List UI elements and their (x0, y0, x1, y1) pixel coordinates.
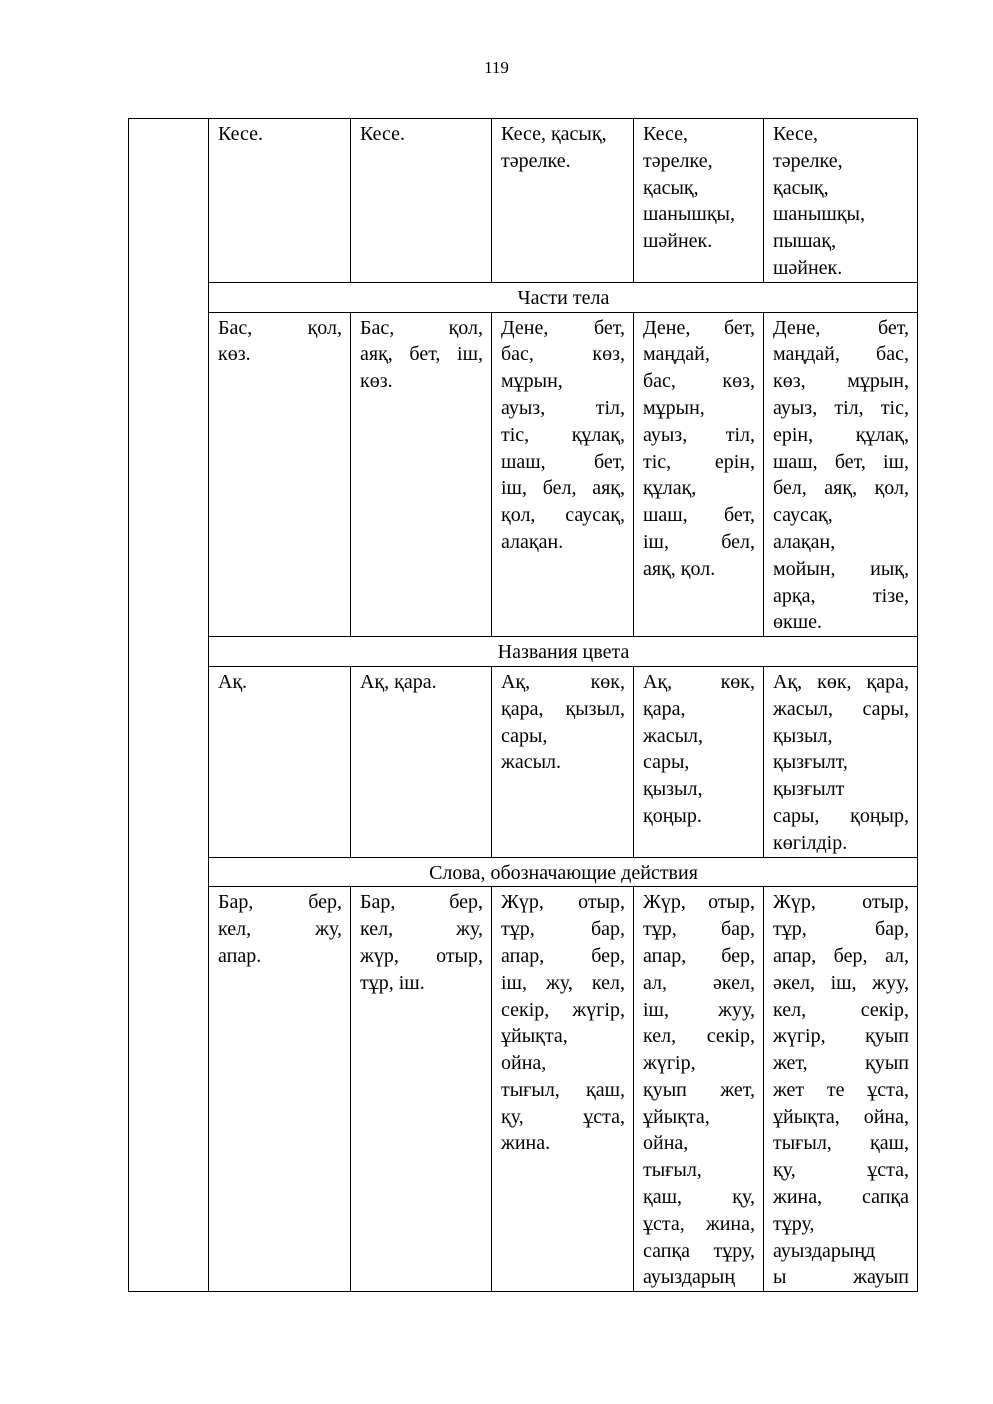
cell-line: сары, қоңыр, (773, 804, 909, 827)
cell-line: Дене, бет, (643, 316, 755, 339)
table-cell-level-1 (209, 887, 351, 1292)
table-cell-level-5 (764, 887, 918, 1292)
cell-line: ұйықта, ойна, (773, 1105, 909, 1128)
table-cell-level-4 (634, 887, 764, 1292)
cell-line: Дене, бет, (501, 316, 625, 339)
cell-line: Кесе, (773, 123, 818, 145)
table-cell-level-3 (492, 312, 634, 637)
cell-line: Жүр, отыр, (501, 891, 625, 914)
blank-left-column (129, 119, 209, 1292)
cell-line: кел, секір, (773, 998, 909, 1021)
cell-line: маңдай, (643, 343, 710, 366)
cell-line: ы жауып (773, 1266, 909, 1289)
cell-line: қу, ұста, (773, 1159, 909, 1182)
cell-line: қызыл, (643, 778, 703, 801)
table-cell-level-5 (764, 312, 918, 637)
cell-line: Кесе, (643, 123, 688, 145)
table-body (129, 119, 918, 1292)
cell-line: шаш, бет, (501, 450, 625, 473)
cell-line: жасыл, (643, 724, 703, 747)
table-row (129, 312, 918, 637)
cell-line: жасыл, сары, (773, 697, 909, 720)
cell-line: жет те ұста, (773, 1078, 909, 1101)
section-row (129, 857, 918, 887)
cell-line: апар, бер, (501, 944, 625, 967)
cell-line: пышақ, (773, 230, 837, 253)
cell-line: тәрелке, (773, 149, 843, 172)
table-row (129, 666, 918, 857)
cell-line: тұр, бар, (501, 918, 625, 941)
cell-line: мұрын, (643, 396, 705, 419)
table-cell-level-3 (492, 887, 634, 1292)
table-cell-level-1 (209, 119, 351, 283)
cell-line: тығыл, қаш, (773, 1132, 909, 1155)
cell-line: тұр, бар, (773, 918, 909, 941)
cell-line: қоңыр. (643, 804, 702, 827)
cell-line: іш, жуу, (643, 998, 755, 1021)
cell-line: шаш, бет, іш, (773, 450, 909, 473)
cell-line: бас, көз, (643, 370, 755, 393)
table-cell-level-4 (634, 119, 764, 283)
table-cell-level-2 (351, 887, 492, 1292)
cell-line: жет, қуып (773, 1052, 909, 1075)
cell-line: шанышқы, (643, 203, 735, 226)
cell-line: Ақ, қара. (360, 670, 437, 693)
cell-line: шанышқы, (773, 203, 865, 226)
cell-line: Кесе. (360, 123, 405, 145)
cell-line: ауыздарыңд (773, 1239, 876, 1262)
page-number: 119 (484, 58, 509, 77)
cell-line: ауыз, тіл, (501, 396, 625, 419)
cell-line: іш, бел, (643, 530, 755, 553)
cell-line: жасыл. (501, 751, 561, 774)
cell-line: Бар, бер, (360, 891, 483, 914)
cell-line: Ақ, көк, (643, 670, 755, 693)
cell-line: секір, жүгір, (501, 998, 625, 1021)
cell-line: қол, саусақ, (501, 504, 625, 527)
cell-line: Кесе. (218, 123, 263, 145)
cell-line: әкел, іш, жуу, (773, 971, 909, 994)
cell-line: Кесе, қасық, (501, 123, 607, 145)
cell-line: іш, бел, аяқ, (501, 477, 625, 500)
cell-line: Дене, бет, (773, 316, 909, 339)
cell-line: қызғылт, (773, 751, 848, 774)
cell-line: саусақ, (773, 504, 833, 527)
section-row (129, 637, 918, 667)
cell-line: қасық, (643, 176, 699, 199)
cell-line: Бас, қол, (360, 316, 483, 339)
cell-line: тіс, ерін, (643, 450, 755, 473)
cell-line: Ақ, көк, (501, 670, 625, 693)
table-cell-level-4 (634, 666, 764, 857)
cell-line: тәрелке, (643, 149, 713, 172)
cell-line: сары, (501, 724, 548, 747)
table-cell-level-3 (492, 666, 634, 857)
cell-line: мойын, иық, (773, 557, 909, 580)
cell-line: жина, сапқа (773, 1186, 909, 1209)
cell-line: алақан. (501, 530, 564, 553)
cell-line: шәйнек. (643, 230, 713, 253)
cell-line: Ақ. (218, 670, 248, 693)
cell-line: кел, жу, (218, 918, 342, 941)
section-heading: Слова, обозначающие действия (209, 857, 918, 887)
cell-line: ойна, (643, 1132, 689, 1155)
cell-line: ауыз, тіл, тіс, (773, 396, 909, 419)
cell-line: Бар, бер, (218, 891, 342, 914)
table-cell-level-5 (764, 119, 918, 283)
table-cell-level-2 (351, 312, 492, 637)
cell-line: тіс, құлақ, (501, 423, 625, 446)
table-row (129, 887, 918, 1292)
section-heading: Названия цвета (209, 637, 918, 667)
cell-line: қара, (643, 697, 686, 720)
table-cell-level-5 (764, 666, 918, 857)
cell-line: ұста, жина, (643, 1212, 755, 1235)
cell-line: жүгір, қуып (773, 1025, 909, 1048)
vocabulary-table (128, 118, 918, 1292)
cell-line: көз, мұрын, (773, 370, 909, 393)
table-row (129, 119, 918, 283)
cell-line: құлақ, (643, 477, 697, 500)
cell-line: аяқ, бет, іш, (360, 343, 483, 366)
cell-line: апар, бер, (643, 944, 755, 967)
cell-line: шаш, бет, (643, 504, 755, 527)
table-cell-level-2 (351, 119, 492, 283)
section-heading: Части тела (209, 282, 918, 312)
table-cell-level-1 (209, 666, 351, 857)
cell-line: тұр, бар, (643, 918, 755, 941)
cell-line: қара, қызыл, (501, 697, 625, 720)
cell-line: көгілдір. (773, 831, 848, 854)
cell-line: қызыл, (773, 724, 833, 747)
cell-line: шәйнек. (773, 256, 843, 279)
cell-line: көз. (218, 343, 251, 366)
cell-line: бас, көз, (501, 343, 625, 366)
cell-line: ауыздарың (643, 1266, 736, 1289)
cell-line: ойна, (501, 1052, 547, 1075)
cell-line: арқа, тізе, (773, 584, 909, 607)
cell-line: өкше. (773, 611, 822, 634)
cell-line: алақан, (773, 530, 836, 553)
cell-line: жүр, отыр, (360, 944, 483, 967)
cell-line: ауыз, тіл, (643, 423, 755, 446)
cell-line: аяқ, қол. (643, 557, 716, 580)
cell-line: жина. (501, 1132, 551, 1155)
cell-line: тұру, (773, 1212, 815, 1235)
table-cell-level-1 (209, 312, 351, 637)
table-cell-level-3 (492, 119, 634, 283)
cell-line: қаш, қу, (643, 1186, 755, 1209)
cell-line: қызғылт (773, 778, 845, 801)
cell-line: сапқа тұру, (643, 1239, 755, 1262)
section-row (129, 282, 918, 312)
cell-line: ал, әкел, (643, 971, 755, 994)
cell-line: қу, ұста, (501, 1105, 625, 1128)
cell-line: ерін, құлақ, (773, 423, 909, 446)
cell-line: кел, секір, (643, 1025, 755, 1048)
cell-line: Жүр, отыр, (773, 891, 909, 914)
cell-line: маңдай, бас, (773, 343, 909, 366)
cell-line: Ақ, көк, қара, (773, 670, 909, 693)
cell-line: тығыл, (643, 1159, 702, 1182)
cell-line: апар. (218, 944, 262, 967)
cell-line: Жүр, отыр, (643, 891, 755, 914)
cell-line: тығыл, қаш, (501, 1078, 625, 1101)
cell-line: тұр, іш. (360, 971, 425, 994)
cell-line: қасық, (773, 176, 829, 199)
cell-line: қуып жет, (643, 1078, 755, 1101)
cell-line: жүгір, (643, 1052, 696, 1075)
cell-line: көз. (360, 370, 393, 393)
table-cell-level-4 (634, 312, 764, 637)
cell-line: тәрелке. (501, 149, 571, 172)
cell-line: Бас, қол, (218, 316, 342, 339)
cell-line: ұйықта, (643, 1105, 710, 1128)
cell-line: сары, (643, 751, 690, 774)
table-cell-level-2 (351, 666, 492, 857)
cell-line: апар, бер, ал, (773, 944, 909, 967)
cell-line: мұрын, (501, 370, 563, 393)
cell-line: ұйықта, (501, 1025, 568, 1048)
cell-line: іш, жу, кел, (501, 971, 625, 994)
cell-line: кел, жу, (360, 918, 483, 941)
cell-line: бел, аяқ, қол, (773, 477, 909, 500)
